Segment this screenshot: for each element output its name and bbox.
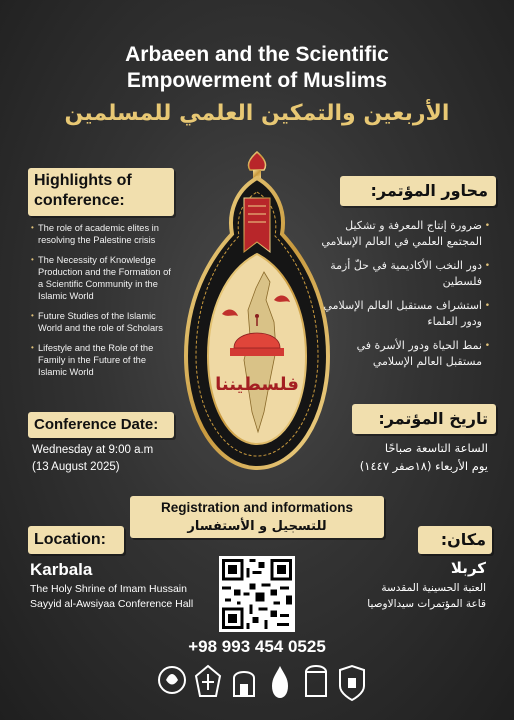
location-heading-en: Location:	[28, 526, 124, 554]
date-heading-en: Conference Date:	[28, 412, 174, 438]
location-city-en: Karbala	[30, 560, 93, 579]
highlight-item: • Future Studies of the Islamic World and the role of Scholars	[32, 310, 174, 334]
location-heading-ar: مكان:	[418, 526, 492, 554]
emblem-logo-5-icon	[300, 662, 332, 706]
location-line1-en: The Holy Shrine of Imam Hussain	[30, 583, 187, 595]
date-line1-en: Wednesday at 9:00 a.m	[32, 444, 154, 456]
axes-heading-ar: محاور المؤتمر:	[340, 176, 496, 206]
qr-code[interactable]	[219, 556, 295, 632]
date-line1-ar: الساعة التاسعة صباحًا	[384, 441, 488, 455]
logos-row	[152, 662, 370, 710]
location-line1-ar: العتبة الحسينية المقدسة	[381, 582, 486, 594]
location-line2-en: Sayyid al-Awsiyaa Conference Hall	[30, 598, 194, 610]
emblem-logo-6-icon	[336, 662, 368, 706]
emblem-logo-4-icon	[264, 662, 296, 706]
highlights-heading	[28, 168, 174, 216]
axis-item-ar: • دور النخب الأكاديمية في حلّ أزمة فلسطين	[318, 258, 490, 290]
emblem-logo-3-icon	[228, 662, 260, 706]
highlights-list	[32, 222, 174, 386]
location-line2-ar: قاعة المؤتمرات سيدالاوصيا	[367, 598, 486, 610]
phone-number[interactable]: +98 993 454 0525	[188, 637, 326, 656]
registration-line-ar: للتسجيل و الأستفسار	[187, 519, 327, 534]
emblem-word: فلسطيننا	[215, 374, 299, 395]
date-heading-ar: تاريخ المؤتمر:	[352, 404, 496, 434]
date-line2-en: (13 August 2025)	[32, 461, 120, 473]
title-en-line1: Arbaeen and the Scientific	[125, 43, 389, 66]
axis-item-ar: • نمط الحياة ودور الأسرة في مستقبل العالم الإسلامي	[318, 338, 490, 370]
highlights-heading-line2: conference:	[34, 192, 125, 209]
highlight-item: • Lifestyle and the Role of the Family in the Future of the Islamic World	[32, 342, 174, 378]
location-city-ar: كربلا	[450, 559, 486, 577]
axes-list-ar	[318, 218, 490, 378]
emblem-logo-2-icon	[192, 662, 224, 706]
highlight-item: • The Necessity of Knowledge Production and the Formation of a Scientific Community in the Islamic World	[32, 254, 174, 302]
axis-item-ar: • ضرورة إنتاج المعرفة و تشكيل المجتمع العلمي في العالم الإسلامي	[318, 218, 490, 250]
registration-box	[130, 496, 384, 538]
emblem-logo-1-icon	[156, 662, 188, 706]
axis-item-ar: • استشراف مستقبل العالم الإسلامي ودور العلماء	[318, 298, 490, 330]
palestine-emblem	[178, 150, 336, 476]
highlight-item: • The role of academic elites in resolving the Palestine crisis	[32, 222, 174, 246]
highlights-heading-line1: Highlights of	[34, 172, 132, 189]
title-ar: الأربعين والتمكين العلمي للمسلمين	[64, 101, 450, 126]
title-en-line2: Empowerment of Muslims	[126, 69, 388, 92]
date-line2-ar: يوم الأربعاء (١٨صفر ١٤٤٧)	[359, 459, 488, 473]
registration-line-en: Registration and informations	[160, 500, 353, 515]
